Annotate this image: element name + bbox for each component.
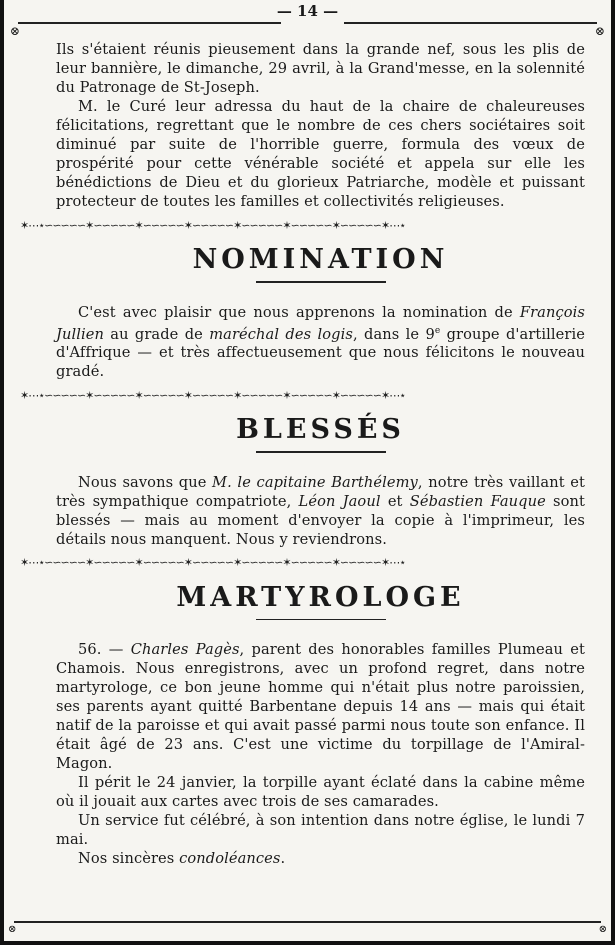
- intro-paragraph-2: M. le Curé leur adressa du haut de la chaire de chaleureuses félicitations, regrettant que le nombre de ces chers sociétaires soit diminué par suite de l'horrible guerre, formula des vœux de prospérité pour cette vénérable société et appela sur elle les bénédictions de Dieu et du glorieux Patriarche, modèle et puissant protecteur de toutes les familles et collectivités religieuses.: [56, 98, 585, 210]
- article-body: [20, 40, 586, 868]
- person-name: M. le capitaine Barthélemy: [212, 473, 418, 491]
- page-number: — 14 —: [269, 2, 346, 20]
- text-run: au grade de: [104, 325, 210, 343]
- superscript: e: [434, 325, 441, 336]
- person-name: François Jullien: [56, 303, 585, 343]
- text-run: C'est avec plaisir que nous apprenons la nomination de: [78, 303, 520, 321]
- header-rule-right: [344, 22, 597, 24]
- corner-ornament-icon: ⊗: [594, 24, 605, 38]
- divider-ornament: ✶⋯⋆∽∽∽∽∽✶∽∽∽∽∽✶∽∽∽∽∽✶∽∽∽∽∽✶∽∽∽∽∽✶∽∽∽∽∽✶∽∽∽∽∽✶⋯⋆: [20, 556, 406, 569]
- military-grade: maréchal des logis: [209, 325, 353, 343]
- text-run: Nos sincères: [78, 850, 180, 868]
- divider-ornament: ✶⋯⋆∽∽∽∽∽✶∽∽∽∽∽✶∽∽∽∽∽✶∽∽∽∽∽✶∽∽∽∽∽✶∽∽∽∽∽✶∽∽∽∽∽✶⋯⋆: [20, 219, 406, 231]
- divider-ornament: ✶⋯⋆∽∽∽∽∽✶∽∽∽∽∽✶∽∽∽∽∽✶∽∽∽∽∽✶∽∽∽∽∽✶∽∽∽∽∽✶∽∽∽∽∽✶⋯⋆: [20, 389, 406, 402]
- text-run: groupe d'artillerie d'Affrique — et très affectueusement que nous félicitons le nouveau gradé.: [56, 325, 585, 381]
- corner-ornament-icon: ⊗: [8, 924, 17, 935]
- entry-number: 56. —: [78, 641, 131, 659]
- text-run: et: [380, 492, 410, 510]
- corner-ornament-icon: ⊗: [598, 924, 607, 935]
- corner-ornament-icon: ⊗: [10, 24, 21, 38]
- person-name: Sébastien Fauque: [409, 492, 546, 510]
- section-title-blesses: BLESSÉS: [236, 414, 405, 446]
- person-name: Charles Pagès: [130, 641, 240, 659]
- person-name: Léon Jaoul: [298, 492, 381, 510]
- text-run: sont blessés — mais au moment d'envoyer la copie à l'imprimeur, les détails nous manquent. Nous y reviendrons.: [56, 492, 585, 548]
- emphasis: condoléances: [179, 850, 281, 868]
- nomination-paragraph: [56, 303, 585, 382]
- text-run: , dans le 9: [352, 325, 435, 343]
- martyrologe-paragraph-3: Un service fut célébré, à son intention dans notre église, le lundi 7 mai.: [56, 812, 585, 849]
- martyrologe-paragraph-4: [56, 849, 585, 868]
- section-title-martyrologe: MARTYROLOGE: [176, 581, 465, 613]
- footer-rule: [14, 921, 601, 923]
- section-title-nomination: NOMINATION: [192, 244, 449, 275]
- text-run: Nous savons que: [78, 473, 213, 491]
- ornamental-divider: [20, 557, 605, 569]
- ornamental-divider: [20, 389, 605, 401]
- martyrologe-paragraph-2: Il périt le 24 janvier, la torpille ayant éclaté dans la cabine même où il jouait aux cartes avec trois de ses camarades.: [56, 774, 585, 811]
- blesses-paragraph: [56, 473, 585, 549]
- intro-paragraph-1: Ils s'étaient réunis pieusement dans la grande nef, sous les plis de leur bannière, le dimanche, 29 avril, à la Grand'messe, en la solennité du Patronage de St-Joseph.: [56, 41, 585, 96]
- title-underline: [256, 281, 386, 283]
- header-rule-left: [18, 22, 281, 24]
- text-run: .: [280, 850, 286, 868]
- ornamental-divider: [20, 219, 605, 231]
- text-run: , parent des honorables familles Plumeau et Chamois. Nous enregistrons, avec un profond regret, dans notre martyrologe, ce bon jeune homme qui n'était plus notre paroissien, ses parents ayant quitté Barbentane depuis 14 ans — mais qui était natif de la paroisse et qui avait passé parmi nous toute son enfance. Il était âgé de 23 ans. C'est une victime du torpillage de l'Amiral-Magon.: [56, 641, 586, 773]
- title-underline: [256, 619, 386, 621]
- page-header: [4, 0, 611, 38]
- text-run: , notre très vaillant et très sympathique compatriote,: [56, 473, 585, 510]
- title-underline: [256, 451, 386, 453]
- martyrologe-paragraph-1: [56, 640, 585, 773]
